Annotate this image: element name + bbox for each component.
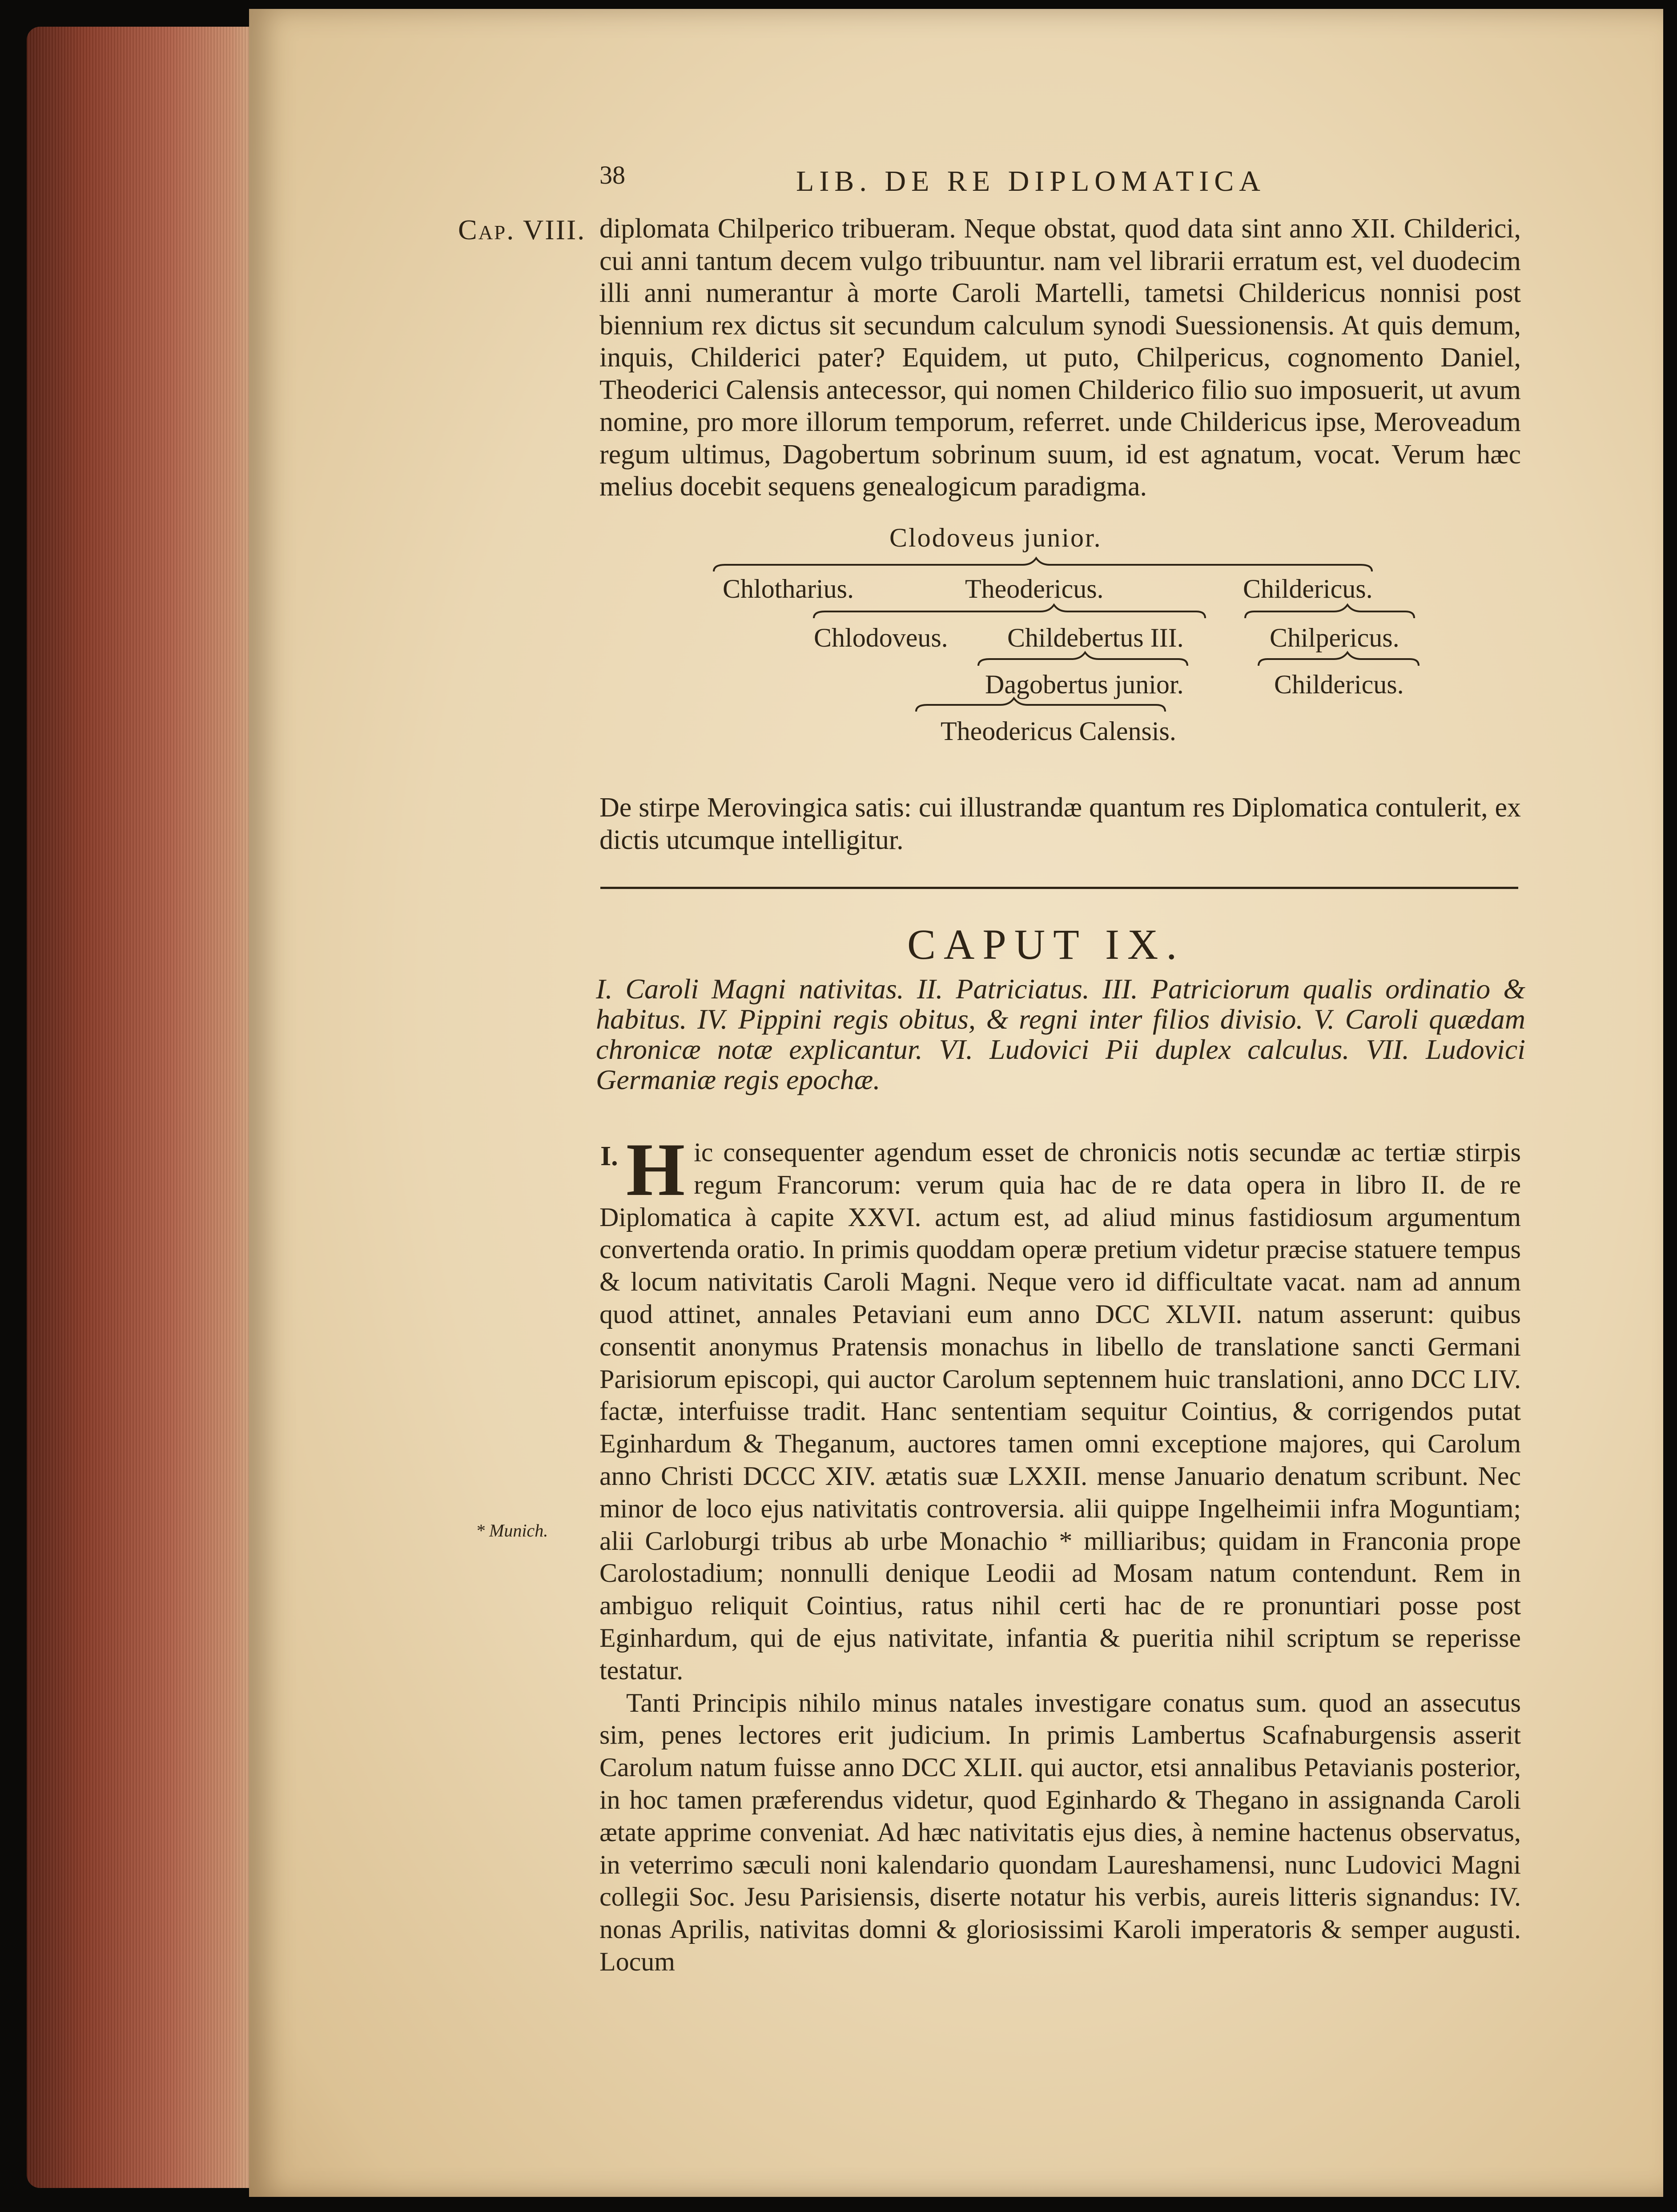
tree-theodericus: Theodericus. bbox=[965, 574, 1104, 603]
margin-chapter-ref: Cap. VIII. bbox=[458, 214, 586, 245]
page-number: 38 bbox=[599, 161, 625, 189]
book-page-edges bbox=[27, 27, 267, 2188]
brace-chilpericus bbox=[1259, 652, 1419, 666]
tree-childericus: Childericus. bbox=[1243, 574, 1373, 603]
brace-theodericus bbox=[814, 605, 1205, 618]
section-number: I. bbox=[600, 1141, 618, 1171]
intro-paragraph: diplomata Chilperico tribueram. Neque obstat, quod data sint anno XII. Childerici, cui anni tantum decem vulgo tribuuntur. nam vel librarii erratum est, vel duodecim illi anni numerantur à morte Caroli Martelli, tametsi Childericus nonnisi post biennium rex dictus sit secundum calculum synodi Suessionensis. At quis demum, inquis, Childerici pater? Equidem, ut puto, Chilpericus, cognomento Daniel, Theoderici Calensis antecessor, qui nomen Childerico filio suo imposuerit, ut avum nomine, pro more illorum temporum, referret. unde Childericus ipse, Meroveadum regum ultimus, Dagobertum sobrinum suum, id est agnatum, vocat. Verum hæc melius docebit sequens genealogicum paradigma. bbox=[599, 213, 1521, 502]
closing-paragraph: De stirpe Merovingica satis: cui illustrandæ quantum res Diplomatica contulerit, ex dictis utcumque intelligitur. bbox=[599, 792, 1521, 855]
body-text bbox=[599, 1128, 1521, 1978]
brace-childericus bbox=[1245, 605, 1414, 618]
section-divider bbox=[600, 887, 1518, 889]
margin-note-munich: * Munich. bbox=[476, 1520, 548, 1540]
tree-chlodoveus: Chlodoveus. bbox=[814, 623, 948, 652]
body-paragraph-1 bbox=[599, 1128, 1521, 1687]
tree-dagobertus: Dagobertus junior. bbox=[985, 670, 1184, 699]
body-paragraph-1-text: ic consequenter agendum esset de chronicis notis secundæ ac tertiæ stirpis regum Francorum: verum quia hac de re data opera in libro II. de re Diplomatica à capite XXVI. actum est, ad aliud minus fastidiosum argumentum convertenda oratio. In primis quoddam operæ pretium videtur præcise statuere tempus & locum nativitatis Caroli Magni. Neque vero id difficultate vacat. nam ad annum quod attinet, annales Petaviani eum anno DCC XLVII. natum asserunt: quibus consentit anonymus Pratensis monachus in libello de translatione sancti Germani Parisiorum episcopi, qui auctor Carolum septennem huic translationi, anno DCC LIV. factæ, interfuisse tradit. Hanc sententiam sequitur Cointius, & corrigendos putat Eginhardum & Theganum, auctores tamen omni exceptione majores, qui Carolum anno Christi DCCC XIV. ætatis suæ LXXII. mense Januario denatum scribunt. Nec minor de loco ejus nativitatis controversia. alii quippe Ingelheimii infra Moguntiam; alii Carloburgi tribus ab urbe Monachio * milliaribus; quidam in Franconia prope Carolostadium; nonnulli denique Leodii ad Mosam natum contendunt. Rem in ambiguo reliquit Cointius, ratus nihil certi hac de re pronuntiari posse post Eginhardum, qui de ejus nativitate, infantia & pueritia nihil scriptum se reperisse testatur. bbox=[599, 1138, 1521, 1685]
brace-root bbox=[714, 558, 1372, 571]
tree-theodericus-calensis: Theodericus Calensis. bbox=[941, 716, 1176, 746]
chapter-summary: I. Caroli Magni nativitas. II. Patriciatus. III. Patriciorum qualis ordinatio & habitus. IV. Pippini regis obitus, & regni inter filios divisio. V. Caroli quædam chronicæ notæ explicantur. VI. Ludovici Pii duplex calculus. VII. Ludovici Germaniæ regis epochæ. bbox=[596, 973, 1525, 1095]
brace-dagobertus bbox=[916, 698, 1165, 712]
tree-chilpericus: Chilpericus. bbox=[1270, 623, 1400, 652]
tree-root: Clodoveus junior. bbox=[889, 523, 1102, 552]
tree-childebertus: Childebertus III. bbox=[1007, 623, 1184, 652]
body-paragraph-2: Tanti Principis nihilo minus natales investigare conatus sum. quod an assecutus sim, penes lectores erit judicium. In primis Lambertus Scafnaburgensis asserit Carolum natum fuisse anno DCC XLII. qui auctor, etsi annalibus Petavianis posterior, in hoc tamen præferendus videtur, quod Eginhardo & Thegano in assignanda Caroli ætate apprime conveniat. Ad hæc nativitatis ejus dies, à nemine hactenus observatus, in veterrimo sæculi noni kalendario quondam Laureshamensi, nunc Ludovici Magni collegii Soc. Jesu Parisiensis, diserte notatur his verbis, aureis litteris signandus: IV. nonas Aprilis, nativitas domni & gloriosissimi Karoli imperatoris & semper augusti. Locum bbox=[599, 1688, 1521, 1976]
chapter-title: CAPUT IX. bbox=[907, 921, 1185, 968]
tree-chlotharius: Chlotharius. bbox=[723, 574, 854, 603]
brace-childebertus bbox=[978, 652, 1187, 666]
running-title: LIB. DE RE DIPLOMATICA bbox=[796, 165, 1266, 197]
drop-cap: H bbox=[626, 1128, 685, 1211]
genealogy-tree bbox=[694, 523, 1450, 772]
tree-childericus-2: Childericus. bbox=[1274, 670, 1404, 699]
